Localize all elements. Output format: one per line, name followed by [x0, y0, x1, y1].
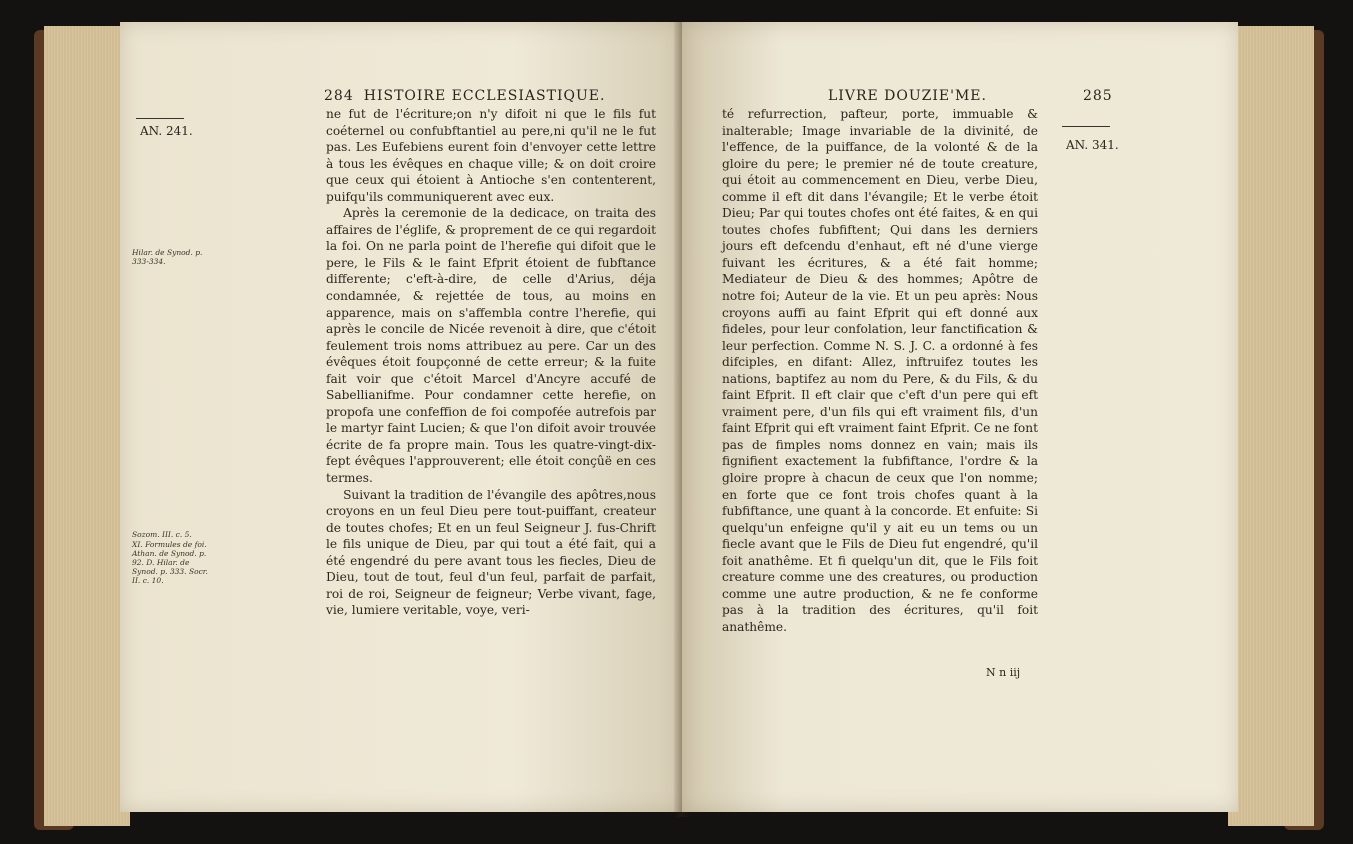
left-note-2: Sozom. III. c. 5. [132, 530, 192, 539]
left-margin-rule [136, 118, 184, 119]
left-note-1: Hilar. de Synod. p. 333-334. [132, 248, 203, 266]
right-header-title: LIVRE DOUZIE'ME. [828, 88, 987, 104]
open-book [34, 22, 1324, 834]
left-page-number: 284 [324, 88, 354, 104]
left-note-3: XI. Formules de foi. Athan. de Synod. p. 92. D. Hilar. de Synod. p. 333. Socr. II. c. 10. [132, 540, 208, 585]
right-page [682, 22, 1238, 812]
left-page [120, 22, 682, 812]
right-page-number: 285 [1082, 88, 1113, 104]
right-paragraph-1: té refurrection, pafteur, porte, immuable & inalterable; Image invariable de la divinité, de l'effence, de la puiffance, de la volonté & de la gloire du pere; le premier né de toute creature, qui étoit au commencement en Dieu, verbe Dieu, comme il eft dit dans l'évangile; Et le verbe étoit Dieu; Par qui toutes chofes ont été faites, & en qui toutes chofes fubfiftent; Qui dans les derniers jours eft defcendu d'enhaut, eft né d'une vierge fuivant les écritures, & a été fait homme; Mediateur de Dieu & des hommes; Apôtre de notre foi; Auteur de la vie. Et un peu après: Nous croyons auffi au faint Efprit qui eft donné aux fideles, pour leur confolation, leur fanctification & leur perfection. Comme N. S. J. C. a ordonné à fes difciples, en difant: Allez, inftruifez toutes les nations, baptifez au nom du Pere, & du Fils, & du faint Efprit. Il eft clair que c'eft d'un pere qui eft vraiment pere, d'un fils qui eft vraiment fils, d'un faint Efprit qui eft vraiment faint Efprit. Ce ne font pas de fimples noms donnez en vain; mais ils fignifient exactement la fubfiftance, l'ordre & la gloire propre à chacun de ceux que l'on nomme; en forte que ce font trois chofes quant à la fubfiftance, une quant à la concorde. Et enfuite: Si quelqu'un enfeigne qu'il y ait eu un tems ou un fiecle avant que le Fils de Dieu fut engendré, qu'il foit anathême. Et fi quelqu'un dit, que le Fils foit creature comme une des creatures, ou production comme une autre production, & ne fe conforme pas à la tradition des écritures, qu'il foit anathême. [722, 107, 1038, 634]
right-running-head [828, 88, 1113, 104]
right-margin-rule [1062, 126, 1110, 127]
left-margin-year: AN. 241. [140, 124, 193, 138]
left-header-title: HISTOIRE ECCLESIASTIQUE. [363, 88, 606, 104]
right-margin-year: AN. 341. [1066, 138, 1119, 152]
left-paragraph-2: Après la ceremonie de la dedicace, on traita des affaires de l'églife, & proprement de ce qui regardoit la foi. On ne parla point de l'herefie qui difoit que le pere, le Fils & le faint Efprit étoient de fubftance differente; c'eft-à-dire, de celle d'Arius, déja condamnée, & rejettée de tous, au moins en apparence, mais on s'affembla contre l'herefie, qui après le concile de Nicée revenoit à dire, que c'étoit feulement trois noms attribuez au pere. Car un des évêques étoit foupçonné de cette erreur; & la fuite fait voir que c'étoit Marcel d'Ancyre accufé de Sabellianifme. Pour condamner cette herefie, on propofa une confeffion de foi compofée autrefois par le martyr faint Lucien; & que l'on difoit avoir trouvée écrite de fa propre main. Tous les quatre-vingt-dix-fept évêques l'approuverent; elle étoit conçûë en ces termes. [326, 206, 656, 486]
left-running-head [324, 88, 605, 104]
signature-mark: N n iij [986, 666, 1021, 679]
left-paragraph-3: Suivant la tradition de l'évangile des apôtres,nous croyons en un feul Dieu pere tout-puiffant, createur de toutes chofes; Et en un feul Seigneur J. fus-Chrift le fils unique de Dieu, par qui tout a été fait, qui a été engendré du pere avant tous les fiecles, Dieu de Dieu, tout de tout, feul d'un feul, parfait de parfait, roi de roi, Seigneur de feigneur; Verbe vivant, fage, vie, lumiere veritable, voye, veri- [326, 487, 656, 618]
left-body-text [326, 106, 656, 619]
page-edges-right [1228, 26, 1314, 826]
left-paragraph-1: ne fut de l'écriture;on n'y difoit ni que le fils fut coéternel ou confubftantiel au pere,ni qu'il ne le fut pas. Les Eufebiens eurent foin d'envoyer cette lettre à tous les évêques en chaque ville; & on doit croire que ceux qui étoient à Antioche s'en contenterent, puifqu'ils communiquerent avec eux. [326, 107, 656, 204]
right-body-text [722, 106, 1038, 636]
page-edges-left [44, 26, 130, 826]
